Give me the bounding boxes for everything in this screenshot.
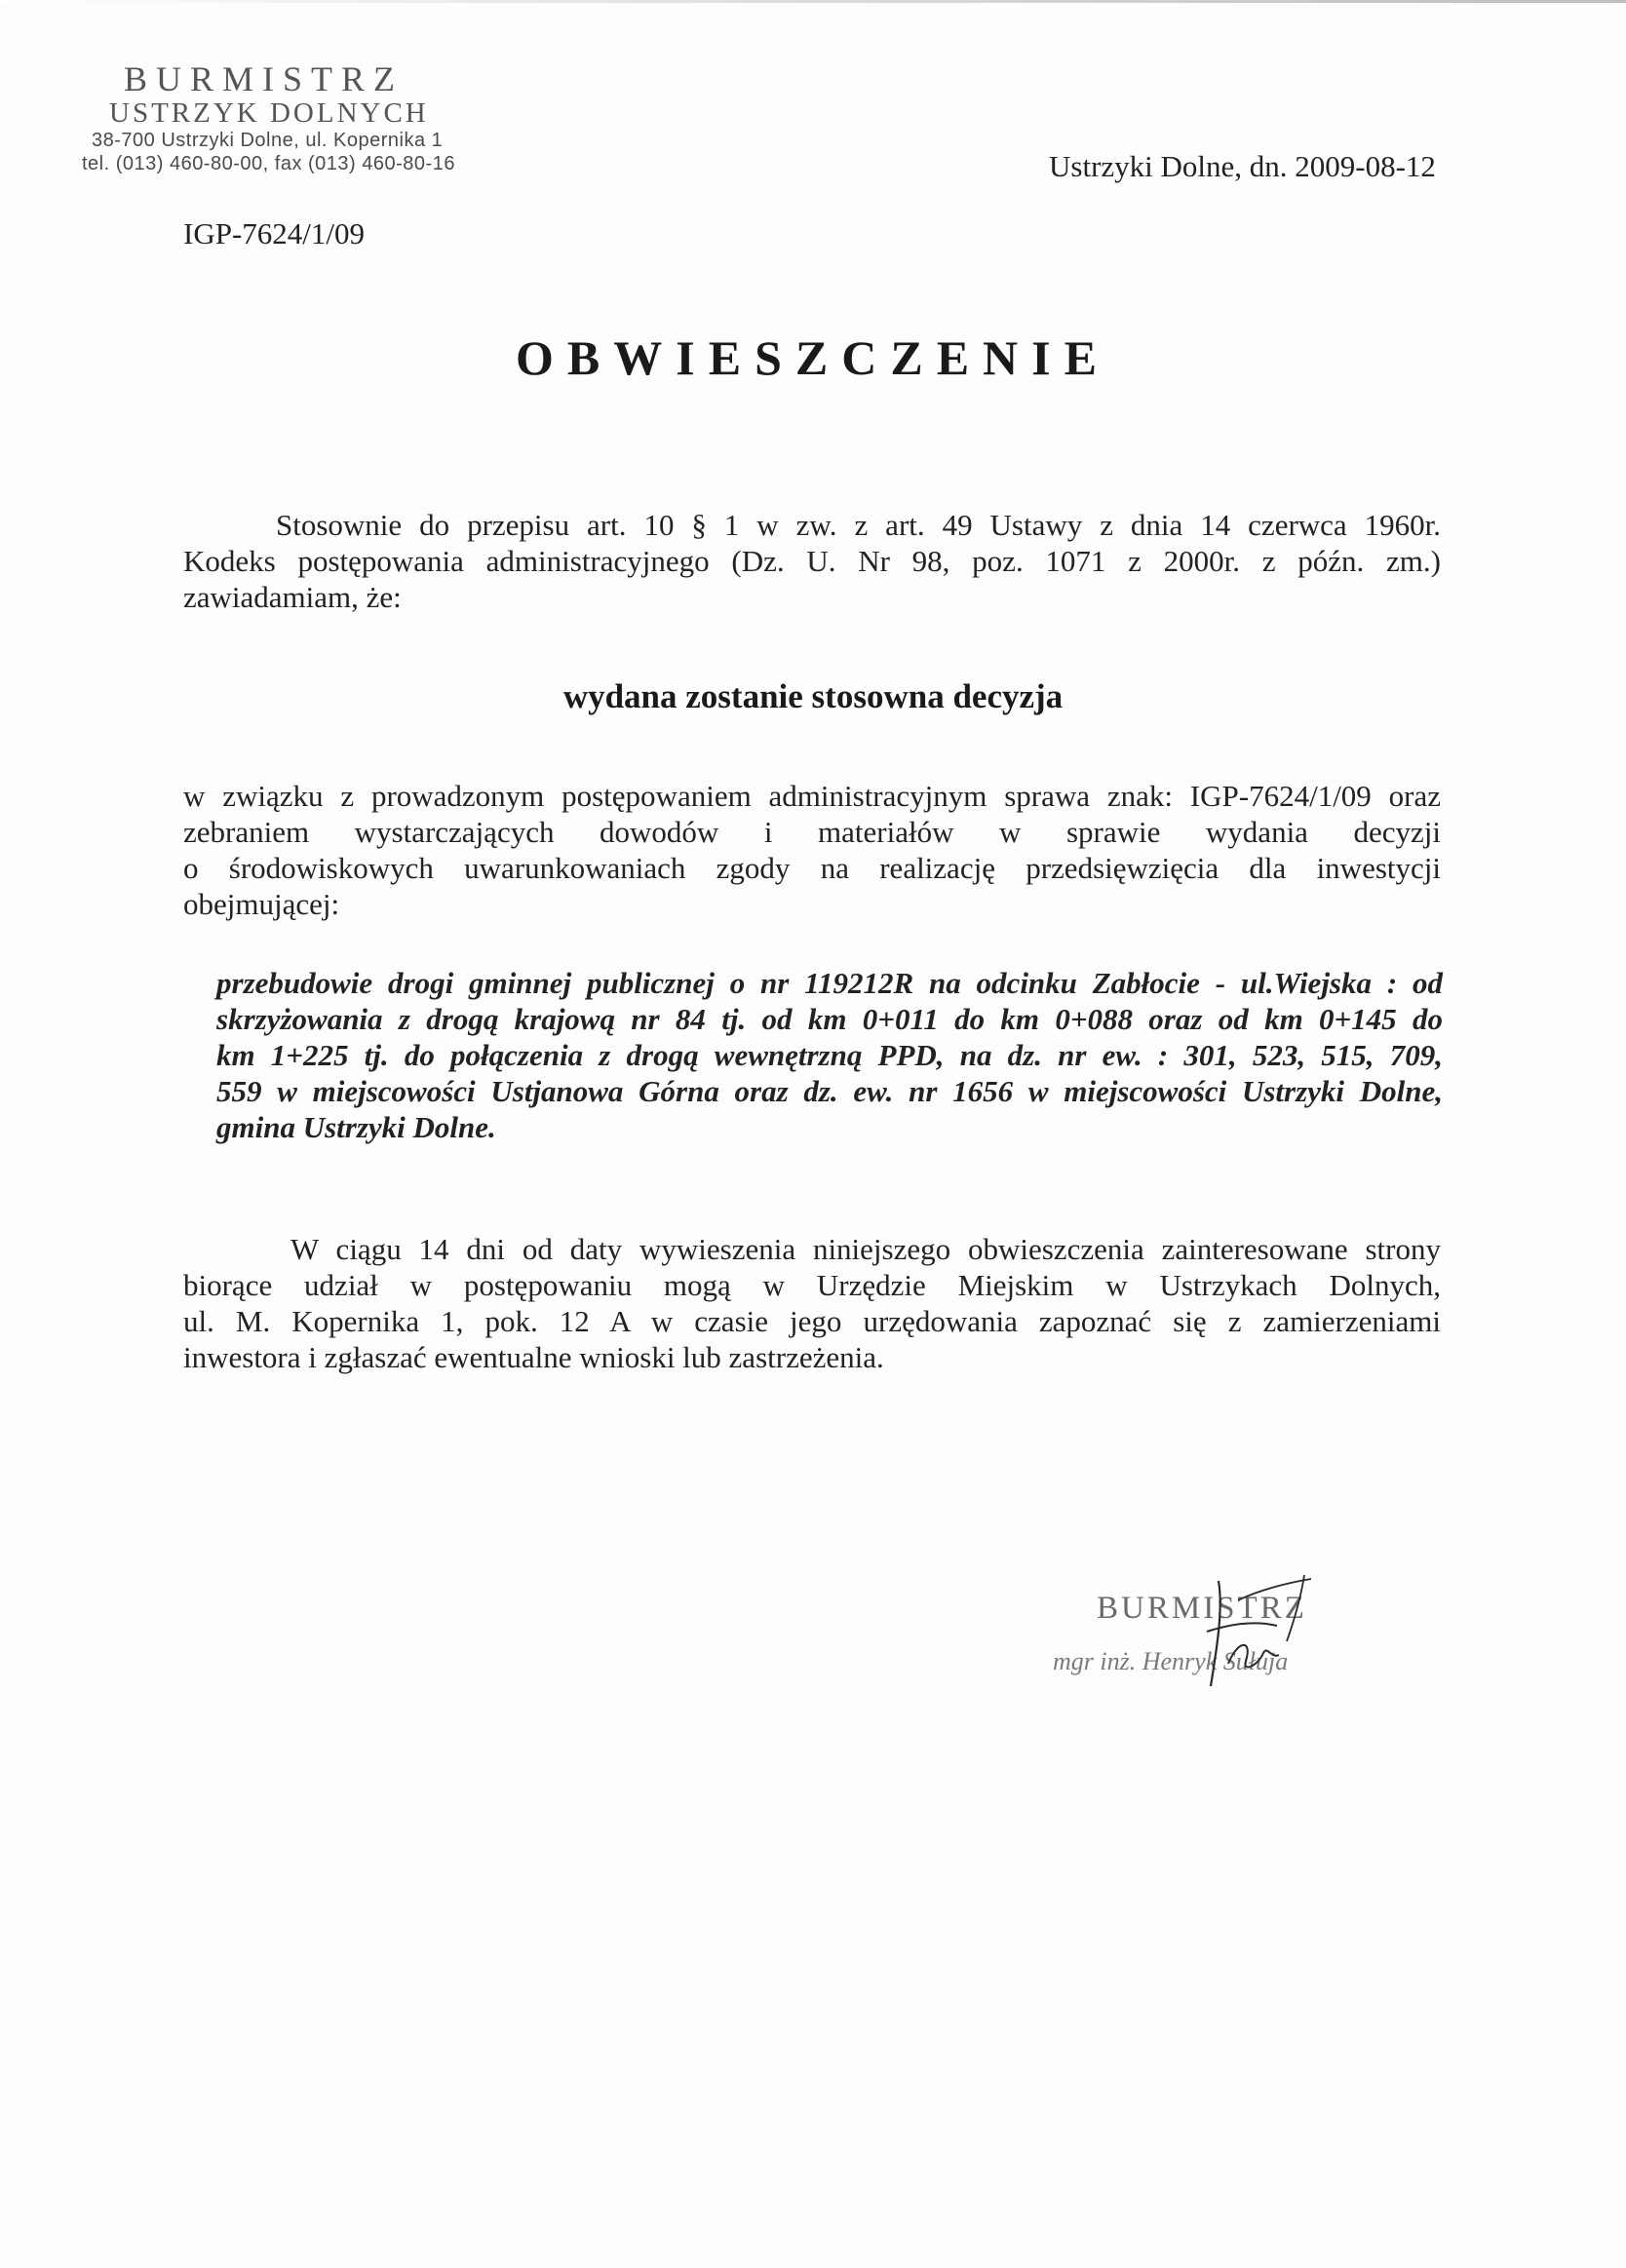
context-line: w związku z prowadzonym postępowaniem administracyjnym sprawa znak: IGP-7624/1/09 oraz <box>183 779 1441 813</box>
stamp-subtitle: USTRZYK DOLNYCH <box>109 97 429 129</box>
signature-name: mgr inż. Henryk Sułuja <box>1053 1647 1289 1675</box>
stamp-title: BURMISTRZ <box>124 59 405 98</box>
notice-line: biorące udział w postępowaniu mogą w Urzędzie Miejskim w Ustrzykach Dolnych, <box>183 1268 1441 1302</box>
decision-heading: wydana zostanie stosowna decyzja <box>562 677 1064 715</box>
investment-line: przebudowie drogi gminnej publicznej o nr 119212R na odcinku Zabłocie - ul.Wiejska : od <box>216 966 1443 1000</box>
notice-line: W ciągu 14 dni od daty wywieszenia niniejszego obwieszczenia zainteresowane strony <box>290 1232 1441 1266</box>
scan-edge <box>0 0 1626 3</box>
notice-paragraph <box>183 1231 1441 1375</box>
investment-line: km 1+225 tj. do połączenia z drogą wewnętrzną PPD, na dz. nr ew. : 301, 523, 515, 709, <box>216 1038 1443 1072</box>
intro-paragraph <box>183 507 1441 615</box>
stamp-address: 38-700 Ustrzyki Dolne, ul. Kopernika 1 <box>92 130 444 151</box>
investment-line: 559 w miejscowości Ustjanowa Górna oraz dz. ew. nr 1656 w miejscowości Ustrzyki Dolne, <box>216 1074 1443 1108</box>
investment-paragraph <box>216 965 1443 1145</box>
intro-line: zawiadamiam, że: <box>183 580 402 614</box>
intro-line: Stosownie do przepisu art. 10 § 1 w zw. z art. 49 Ustawy z dnia 14 czerwca 1960r. <box>276 508 1441 542</box>
intro-line: Kodeks postępowania administracyjnego (Dz. U. Nr 98, poz. 1071 z 2000r. z późn. zm.) <box>183 544 1441 578</box>
context-paragraph <box>183 778 1441 922</box>
context-line: obejmującej: <box>183 887 340 921</box>
reference-number: IGP-7624/1/09 <box>183 216 365 250</box>
notice-line: inwestora i zgłaszać ewentualne wnioski lub zastrzeżenia. <box>183 1340 884 1374</box>
notice-line: ul. M. Kopernika 1, pok. 12 A w czasie jego urzędowania zapoznać się z zamierzeniami <box>183 1304 1441 1338</box>
investment-line: gmina Ustrzyki Dolne. <box>216 1110 496 1144</box>
handwritten-signature <box>1199 1571 1355 1698</box>
place-date: Ustrzyki Dolne, dn. 2009-08-12 <box>1049 149 1436 183</box>
signature-stamp <box>1053 1571 1384 1708</box>
context-line: o środowiskowych uwarunkowaniach zgody na realizację przedsięwzięcia dla inwestycji <box>183 851 1441 885</box>
page-title: OBWIESZCZENIE <box>516 330 1110 385</box>
context-line: zebraniem wystarczających dowodów i materiałów w sprawie wydania decyzji <box>183 815 1441 849</box>
investment-line: skrzyżowania z drogą krajową nr 84 tj. od km 0+011 do km 0+088 oraz od km 0+145 do <box>216 1002 1443 1036</box>
signature-title: BURMISTRZ <box>1097 1591 1307 1626</box>
letterhead-stamp <box>80 60 489 175</box>
stamp-phone: tel. (013) 460-80-00, fax (013) 460-80-16 <box>82 153 455 174</box>
